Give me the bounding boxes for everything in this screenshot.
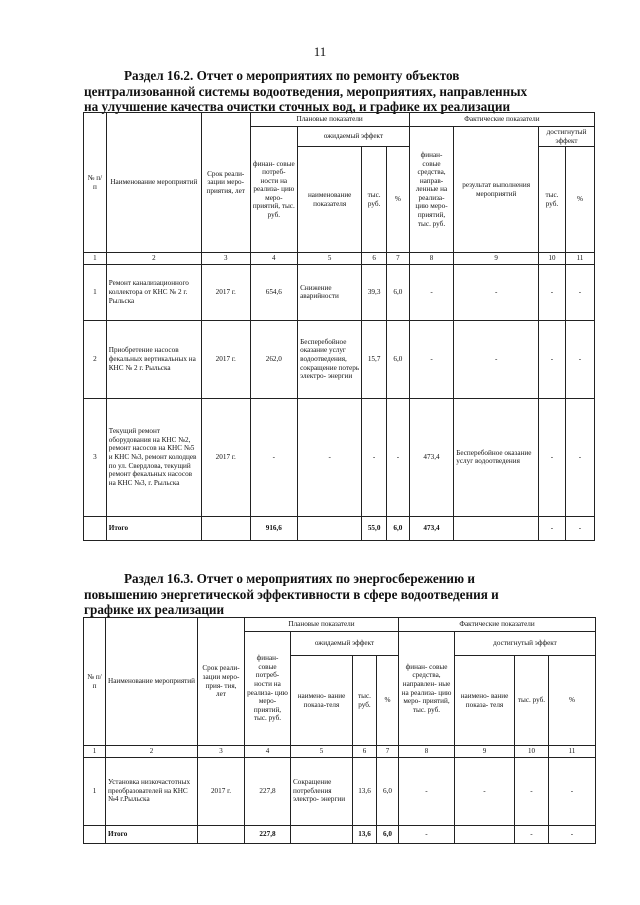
row-ach-pct: - <box>565 264 594 320</box>
row-term: 2017 г. <box>198 757 245 825</box>
col-number: 7 <box>377 746 399 758</box>
col-number: 4 <box>245 746 291 758</box>
col-number: 5 <box>291 746 353 758</box>
row-num: 1 <box>84 264 107 320</box>
row-eff: Снижение аварийности <box>298 264 362 320</box>
page-number: 11 <box>313 44 327 59</box>
row-thous: 13,6 <box>353 757 377 825</box>
row-eff: - <box>298 398 362 516</box>
heading-line: на улучшение качества очистки сточных вод, и графике их реализации <box>84 99 511 114</box>
row-ach-name: - <box>455 757 515 825</box>
section-16-3-heading <box>84 571 576 618</box>
row-ach-thous: - <box>539 264 566 320</box>
row-term: 2017 г. <box>201 264 250 320</box>
row-fin: 262,0 <box>250 320 298 398</box>
heading-line: повышению энергетической эффективности в сфере водоотведения и <box>84 586 499 602</box>
row-name: Текущий ремонт оборудования на КНС №2, ремонт насосов на КНС №5 и КНС №3, ремонт колодцев по ул. Свердлова, текущий ремонт фекальных насосов на КНС №3, г. Рыльска <box>106 398 201 516</box>
header-ach-thous: тыс. руб. <box>539 147 566 253</box>
col-number: 2 <box>106 253 201 265</box>
header-thous: тыс. руб. <box>362 147 387 253</box>
row-ach-thous: - <box>539 320 566 398</box>
col-number: 11 <box>565 253 594 265</box>
header-result: результат выполнения мероприятий <box>454 127 539 253</box>
total-fin: 916,6 <box>250 516 298 540</box>
row-fact-fin: - <box>399 757 455 825</box>
row-pct: 6,0 <box>387 264 410 320</box>
header-num: № п/п <box>84 113 107 253</box>
header-num: № п/п <box>84 618 106 746</box>
total-thous: 13,6 <box>353 825 377 843</box>
row-pct: 6,0 <box>377 757 399 825</box>
heading-line: Раздел 16.2. Отчет о мероприятиях по ремонту объектов <box>124 68 460 83</box>
total-pct: 6,0 <box>377 825 399 843</box>
row-term: 2017 г. <box>201 398 250 516</box>
row-num: 3 <box>84 398 107 516</box>
col-number: 4 <box>250 253 298 265</box>
table-row <box>84 398 595 516</box>
header-expected: ожидаемый эффект <box>291 632 399 656</box>
col-number: 5 <box>298 253 362 265</box>
total-pct: 6,0 <box>387 516 410 540</box>
row-name: Установка низкочастотных преобразователей на КНС №4 г.Рыльска <box>106 757 198 825</box>
total-fin: 227,8 <box>245 825 291 843</box>
row-fin: 654,6 <box>250 264 298 320</box>
total-row <box>84 516 595 540</box>
header-pct: % <box>377 656 399 746</box>
header-eff-name: наименование показателя <box>298 147 362 253</box>
col-number: 11 <box>549 746 596 758</box>
header-actual: Фактические показатели <box>409 113 594 127</box>
col-number: 2 <box>106 746 198 758</box>
header-name: Наименование мероприятий <box>106 113 201 253</box>
row-fact-fin: 473,4 <box>409 398 453 516</box>
row-thous: - <box>362 398 387 516</box>
total-label: Итого <box>106 516 201 540</box>
col-number: 3 <box>201 253 250 265</box>
header-fin-need: финан- совые потреб- ности на реализа- цию меро- приятий, тыс. руб. <box>250 127 298 253</box>
header-ach-name: наимено- вание показа- теля <box>455 656 515 746</box>
header-fin-spent: финан- совые средства, направлен- ные на реализа- цию меро- приятий, тыс. руб. <box>399 632 455 746</box>
heading-line: графике их реализации <box>84 602 225 617</box>
col-number: 8 <box>399 746 455 758</box>
header-term: Срок реали- зации меро- прия- тия, лет <box>198 618 245 746</box>
header-ach-pct: % <box>549 656 596 746</box>
header-planned: Плановые показатели <box>250 113 409 127</box>
row-ach-thous: - <box>515 757 549 825</box>
row-pct: 6,0 <box>387 320 410 398</box>
row-fact-fin: - <box>409 264 453 320</box>
row-ach-pct: - <box>565 320 594 398</box>
total-ach-thous: - <box>515 825 549 843</box>
row-eff: Сокращение потребления электро- энергии <box>291 757 353 825</box>
table-row <box>84 320 595 398</box>
row-term: 2017 г. <box>201 320 250 398</box>
row-num: 1 <box>84 757 106 825</box>
row-ach-pct: - <box>565 398 594 516</box>
row-pct: - <box>387 398 410 516</box>
total-label: Итого <box>106 825 198 843</box>
total-fact-fin: - <box>399 825 455 843</box>
header-name: Наименование мероприятий <box>106 618 198 746</box>
header-term: Срок реали- зации меро- приятия, лет <box>201 113 250 253</box>
total-fact-fin: 473,4 <box>409 516 453 540</box>
total-ach-pct: - <box>549 825 596 843</box>
table-row <box>84 757 596 825</box>
total-ach-pct: - <box>565 516 594 540</box>
wastewater-repair-table <box>83 112 595 541</box>
header-achieved: достигнутый эффект <box>539 127 595 147</box>
total-row <box>84 825 596 843</box>
header-eff-name: наимено- вание показа-теля <box>291 656 353 746</box>
row-thous: 39,3 <box>362 264 387 320</box>
header-fin-spent: финан- совые средства, направ- ленные на реализа- цию меро- приятий, тыс. руб. <box>409 127 453 253</box>
heading-line: Раздел 16.3. Отчет о мероприятиях по энергосбережению и <box>124 571 475 586</box>
col-number: 10 <box>539 253 566 265</box>
section-16-2-heading <box>84 68 576 115</box>
header-fin-need: финан- совые потреб- ности на реализа- цию меро- приятий, тыс. руб. <box>245 632 291 746</box>
row-ach-thous: - <box>539 398 566 516</box>
header-actual: Фактические показатели <box>399 618 596 632</box>
col-number: 9 <box>455 746 515 758</box>
col-number: 1 <box>84 253 107 265</box>
col-number: 3 <box>198 746 245 758</box>
header-expected: ожидаемый эффект <box>298 127 410 147</box>
col-number: 6 <box>362 253 387 265</box>
header-pct: % <box>387 147 410 253</box>
col-number: 9 <box>454 253 539 265</box>
header-ach-thous: тыс. руб. <box>515 656 549 746</box>
row-num: 2 <box>84 320 107 398</box>
total-thous: 55,0 <box>362 516 387 540</box>
col-number: 6 <box>353 746 377 758</box>
row-name: Ремонт канализационного коллектора от КНС № 2 г. Рыльска <box>106 264 201 320</box>
row-eff: Бесперебойное оказание услуг водоотведения, сокращение потерь электро- энергии <box>298 320 362 398</box>
col-number: 8 <box>409 253 453 265</box>
row-fin: - <box>250 398 298 516</box>
col-number: 7 <box>387 253 410 265</box>
total-ach-thous: - <box>539 516 566 540</box>
row-result: Бесперебойное оказание услуг водоотведения <box>454 398 539 516</box>
row-result: - <box>454 320 539 398</box>
header-planned: Плановые показатели <box>245 618 399 632</box>
header-achieved: достигнутый эффект <box>455 632 596 656</box>
energy-saving-table <box>83 617 596 844</box>
heading-line: централизованной системы водоотведения, мероприятиях, направленных <box>84 83 528 99</box>
header-thous: тыс. руб. <box>353 656 377 746</box>
row-thous: 15,7 <box>362 320 387 398</box>
header-ach-pct: % <box>565 147 594 253</box>
row-fin: 227,8 <box>245 757 291 825</box>
table-row <box>84 264 595 320</box>
row-ach-pct: - <box>549 757 596 825</box>
col-number: 10 <box>515 746 549 758</box>
row-result: - <box>454 264 539 320</box>
row-fact-fin: - <box>409 320 453 398</box>
row-name: Приобретение насосов фекальных вертикальных на КНС № 2 г. Рыльска <box>106 320 201 398</box>
col-number: 1 <box>84 746 106 758</box>
